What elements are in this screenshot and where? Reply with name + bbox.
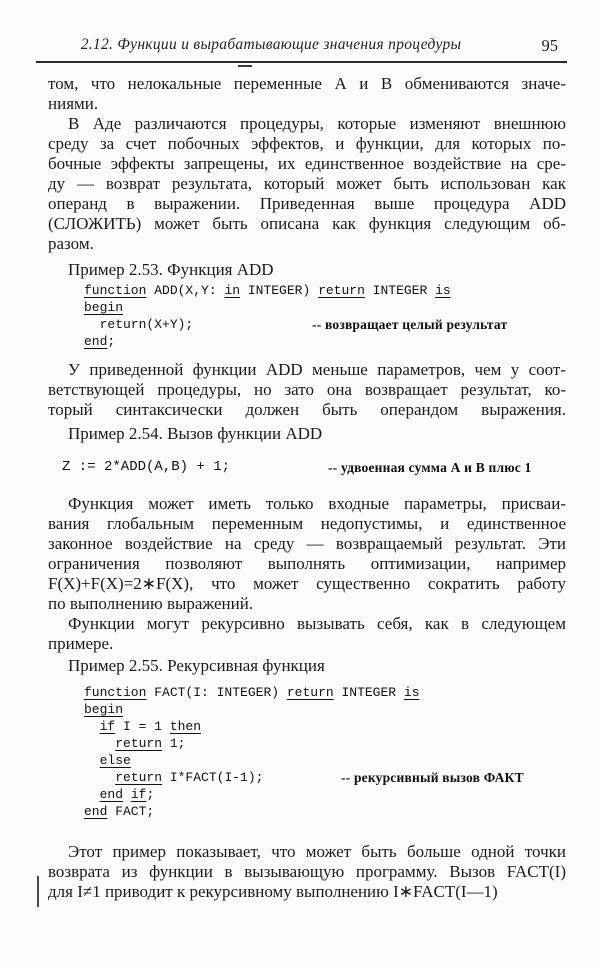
code-line — [84, 718, 566, 735]
code-text: end if; — [99, 787, 155, 802]
code-text: end FACT; — [84, 804, 155, 819]
text-line: для I≠1 приводит к рекурсивному выполнению I∗FACT(I—1) — [48, 882, 498, 901]
code-line — [84, 735, 566, 752]
code-line — [84, 282, 566, 299]
text-line: среду за счет побочных эффектов, и функции, для которых по- — [48, 134, 566, 153]
code-line — [62, 459, 566, 476]
text-line: ограничения позволяют выполнять оптимизации, например — [48, 554, 566, 573]
text-line: вания глобальным переменным недопустимы, и единственное — [48, 514, 566, 533]
code-line — [84, 752, 566, 769]
code-line — [84, 316, 566, 333]
code-line — [84, 803, 566, 820]
paragraph — [48, 842, 566, 902]
text-line: операнд в выражении. Приведенная выше процедура ADD — [48, 194, 566, 213]
text-line: торый синтаксически должен быть операндом выражения. — [48, 400, 566, 419]
text-line: том, что нелокальные переменные А и В обмениваются значе- — [48, 74, 566, 93]
text-line: Функция может иметь только входные параметры, присваи- — [68, 494, 566, 513]
text-line: Функции могут рекурсивно вызывать себя, как в следующем — [68, 614, 566, 633]
text-line: законное воздействие на среду — возвращаемый результат. Эти — [48, 534, 566, 553]
code-text: begin — [84, 702, 124, 717]
code-text: else — [99, 753, 131, 768]
text-line: примере. — [48, 634, 114, 653]
code-line — [84, 769, 566, 786]
code-text: return(X+Y); — [84, 317, 194, 332]
text-line: ниями. — [48, 94, 99, 113]
code-comment: -- рекурсивный вызов ФАКТ — [341, 770, 524, 785]
paragraph — [48, 494, 566, 614]
code-line — [84, 299, 566, 316]
paragraph — [48, 614, 566, 654]
text-line: возврата из функции в вызывающую программу. Вызов FACT(I) — [48, 862, 566, 881]
code-line — [84, 333, 566, 350]
code-text: end; — [84, 334, 116, 349]
page-number: 95 — [541, 36, 558, 55]
code-text: Z := 2*ADD(A,B) + 1; — [62, 459, 231, 475]
text-line: бочные эффекты запрещены, их единственное воздействие на сре- — [48, 154, 566, 173]
code-comment: -- возвращает целый результат — [312, 317, 508, 332]
code-block-2-54 — [62, 459, 566, 476]
code-text: function ADD(X,Y: in INTEGER) return INTEGER is — [84, 283, 451, 298]
header-rule-artifact — [238, 65, 252, 67]
text-line: по выполнению выражений. — [48, 594, 254, 613]
text-line: ду — возврат результата, который может быть использован как — [48, 174, 566, 193]
paragraph — [48, 360, 566, 420]
scan-margin-artifact — [37, 876, 39, 907]
running-header — [36, 36, 566, 58]
code-line — [84, 684, 566, 701]
text-column — [48, 74, 566, 902]
code-text: begin — [84, 300, 124, 315]
code-text: return 1; — [115, 736, 186, 751]
example-heading-2-53: Пример 2.53. Функция ADD — [68, 260, 274, 279]
text-line: У приведенной функции ADD меньше параметров, чем у соот- — [68, 360, 566, 379]
example-heading-2-55: Пример 2.55. Рекурсивная функция — [68, 656, 325, 675]
paragraph — [48, 74, 566, 114]
code-block-2-55 — [84, 684, 566, 820]
code-block-2-53 — [84, 282, 566, 350]
text-line: В Аде различаются процедуры, которые изменяют внешнюю — [68, 114, 566, 133]
code-comment: -- удвоенная сумма А и В плюс 1 — [328, 460, 532, 475]
text-line: разом. — [48, 234, 94, 253]
paragraph — [48, 114, 566, 254]
code-text: if I = 1 then — [99, 719, 202, 734]
text-line: Этот пример показывает, что может быть больше одной точки — [68, 842, 566, 861]
text-line: F(X)+F(X)=2∗F(X), что может существенно сократить работу — [48, 574, 566, 593]
text-line: (СЛОЖИТЬ) может быть описана как функция следующим об- — [48, 214, 566, 233]
code-text: return I*FACT(I-1); — [115, 770, 264, 785]
running-header-title: 2.12. Функции и вырабатывающие значения процедуры — [80, 36, 462, 53]
code-text: function FACT(I: INTEGER) return INTEGER is — [84, 685, 420, 700]
text-line: ветствующей процедуры, но зато она возвращает результат, ко- — [48, 380, 566, 399]
code-line — [84, 786, 566, 803]
code-line — [84, 701, 566, 718]
example-heading-2-54: Пример 2.54. Вызов функции ADD — [68, 424, 323, 443]
header-rule — [36, 61, 567, 63]
